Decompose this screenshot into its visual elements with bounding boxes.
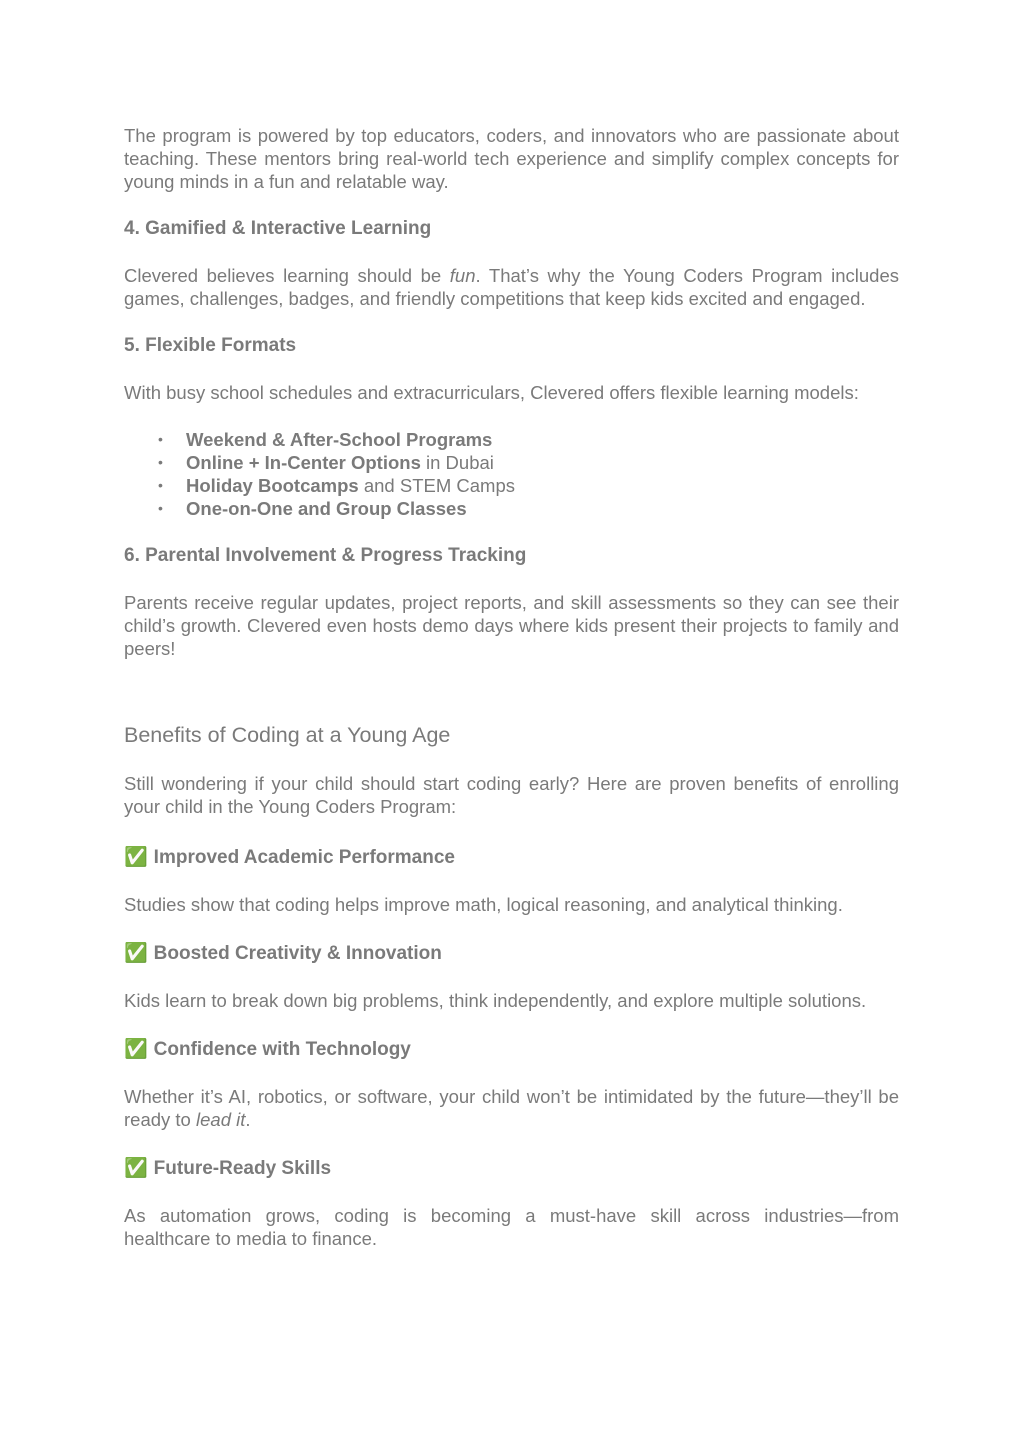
heading-flexible-formats: 5. Flexible Formats — [124, 335, 297, 356]
intro-paragraph: The program is powered by top educators, coders, and innovators who are passionate about teaching. These mentors bring real-world tech experience and simplify complex concepts for young minds in a fun and relatable way. — [124, 125, 899, 192]
benefits-intro: Still wondering if your child should start coding early? Here are proven benefits of enrolling your child in the Young Coders Program: — [124, 773, 899, 817]
check-mark-icon: ✅ — [124, 847, 148, 868]
benefit-text: As automation grows, coding is becoming a must-have skill across industries—from healthcare to media to finance. — [124, 1205, 899, 1249]
heading-gamified-learning: 4. Gamified & Interactive Learning — [124, 218, 432, 239]
list-item: • One-on-One and Group Classes — [158, 498, 467, 519]
bullet-icon: • — [158, 477, 163, 493]
benefit-title: ✅ Confidence with Technology — [124, 1039, 411, 1060]
heading-benefits: Benefits of Coding at a Young Age — [124, 723, 451, 747]
check-mark-icon: ✅ — [124, 1039, 148, 1060]
flexible-formats-list — [124, 428, 899, 520]
benefit-text: Kids learn to break down big problems, think independently, and explore multiple solutions. — [124, 990, 867, 1011]
benefit-title: ✅ Boosted Creativity & Innovation — [124, 943, 442, 964]
benefit-title: ✅ Improved Academic Performance — [124, 847, 455, 868]
flexible-paragraph: With busy school schedules and extracurriculars, Clevered offers flexible learning models: — [124, 382, 859, 403]
list-item: • Weekend & After-School Programs — [158, 429, 493, 450]
document-page — [124, 124, 899, 1250]
heading-parental-involvement: 6. Parental Involvement & Progress Tracking — [124, 545, 527, 566]
bullet-icon: • — [158, 500, 163, 516]
benefit-text: Whether it’s AI, robotics, or software, your child won’t be intimidated by the future—they’ll be ready to lead it. — [124, 1086, 899, 1130]
check-mark-icon: ✅ — [124, 943, 148, 964]
gamified-paragraph: Clevered believes learning should be fun. That’s why the Young Coders Program includes games, challenges, badges, and friendly competitions that keep kids excited and engaged. — [124, 265, 900, 309]
list-item: • Online + In-Center Options in Dubai — [158, 452, 494, 473]
list-item: • Holiday Bootcamps and STEM Camps — [158, 475, 515, 496]
benefit-text: Studies show that coding helps improve math, logical reasoning, and analytical thinking. — [124, 894, 843, 915]
bullet-icon: • — [158, 431, 163, 447]
benefit-title: ✅ Future-Ready Skills — [124, 1158, 332, 1179]
parental-paragraph: Parents receive regular updates, project reports, and skill assessments so they can see their child’s growth. Clevered even hosts demo days where kids present their projects to family and peers! — [124, 592, 899, 659]
check-mark-icon: ✅ — [124, 1158, 148, 1179]
bullet-icon: • — [158, 454, 163, 470]
